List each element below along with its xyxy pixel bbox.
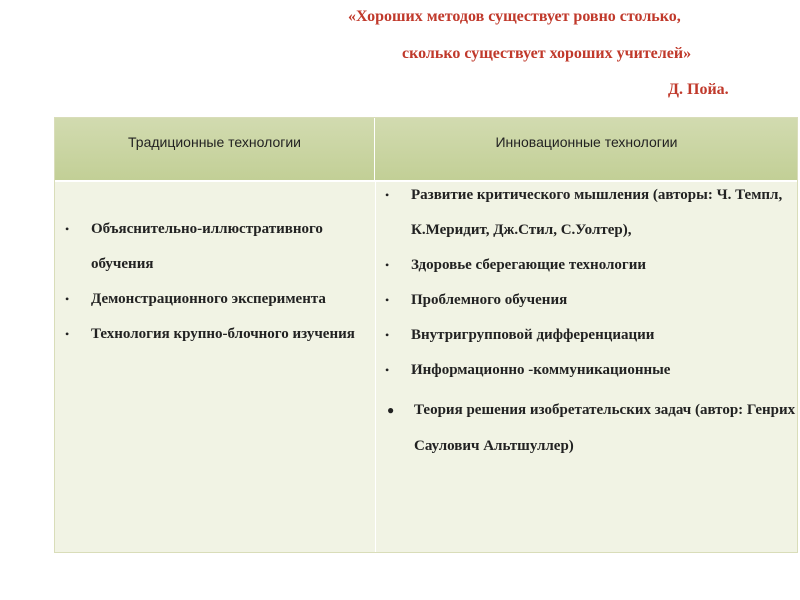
bullet-icon: • <box>385 258 390 272</box>
list-item: • Объяснительно-иллюстративного обучения <box>91 212 371 282</box>
quote-line-1: «Хороших методов существует ровно столько, <box>348 8 681 25</box>
bullet-icon: • <box>385 328 390 342</box>
quote-author: Д. Пойа. <box>668 81 729 98</box>
list-item: • Демонстрационного эксперимента <box>91 282 371 317</box>
innovative-list <box>385 178 796 464</box>
bullet-icon: • <box>385 363 390 377</box>
list-item: • Информационно -коммуникационные <box>411 353 796 388</box>
traditional-column <box>55 182 376 552</box>
list-item: ● Теория решения изобретательских задач (автор: Генрих Саулович Альтшуллер) <box>411 392 796 464</box>
bullet-icon: ● <box>387 403 395 417</box>
bullet-icon: • <box>385 188 390 202</box>
innovative-column <box>376 182 797 552</box>
table-header-row <box>55 118 797 182</box>
list-item: • Технология крупно-блочного изучения <box>91 317 371 352</box>
quote-line-2: сколько существует хороших учителей» <box>402 45 692 62</box>
header-innovative: Инновационные технологии <box>495 134 678 150</box>
bullet-icon: • <box>65 222 70 236</box>
header-traditional: Традиционные технологии <box>55 118 375 180</box>
bullet-icon: • <box>65 292 70 306</box>
traditional-list <box>65 212 371 352</box>
technologies-table <box>54 117 798 553</box>
bullet-icon: • <box>65 327 70 341</box>
list-item: • Здоровье сберегающие технологии <box>411 248 796 283</box>
list-item: • Развитие критического мышления (авторы: Ч. Темпл, К.Меридит, Дж.Стил, С.Уолтер), <box>411 178 796 248</box>
list-item: • Проблемного обучения <box>411 283 796 318</box>
bullet-icon: • <box>385 293 390 307</box>
list-item: • Внутригрупповой дифференциации <box>411 318 796 353</box>
